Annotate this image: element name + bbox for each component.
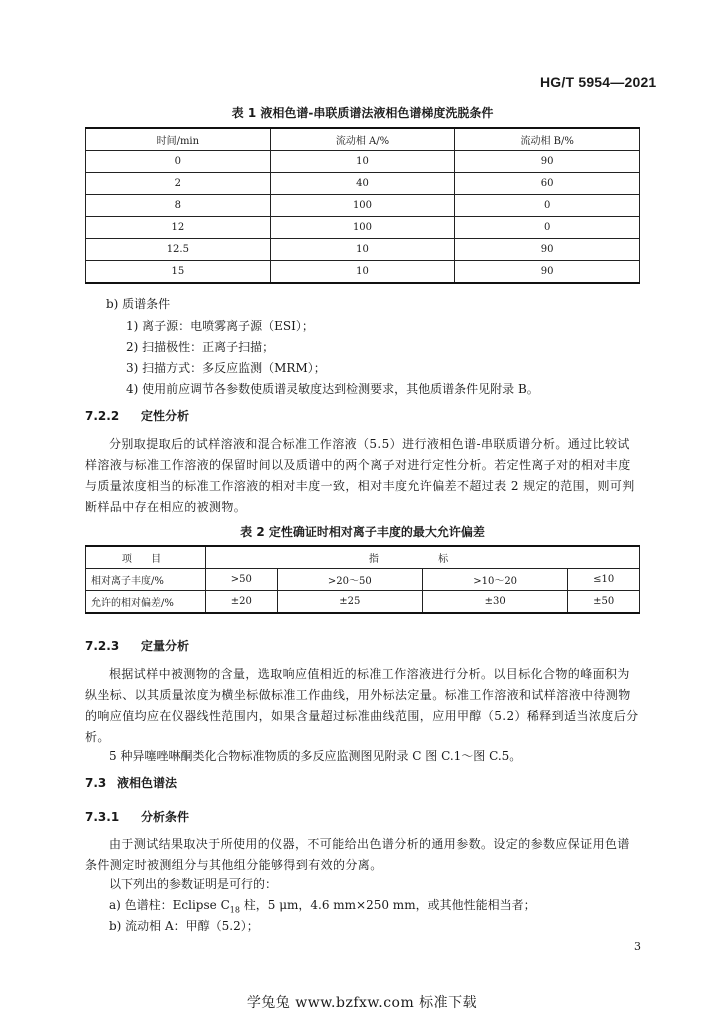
section-7-3-heading — [85, 774, 177, 791]
table-cell: ±30 — [422, 591, 567, 614]
table-cell: 100 — [270, 195, 455, 217]
list-item-mobile-phase: b) 流动相 A：甲醇（5.2）； — [109, 919, 259, 933]
table-cell: 90 — [455, 151, 640, 173]
table-cell: 0 — [455, 195, 640, 217]
column-subscript: 18 — [229, 905, 240, 915]
section-7-3-1-text: 由于测试结果取决于所使用的仪器，不可能给出色谱分析的通用参数。设定的参数应保证用色谱条件测定时被测组分与其他组分能够得到有效的分离。 — [85, 837, 630, 872]
table-cell: ≤10 — [568, 569, 640, 591]
table2-header-row — [86, 546, 640, 569]
section-7-3-1-text2: 以下列出的参数证明是可行的： — [109, 877, 278, 891]
table2-title: 表 2 定性确证时相对离子丰度的最大允许偏差 — [240, 525, 485, 539]
section-number: 7.3 — [85, 776, 107, 790]
table-cell: 100 — [270, 217, 455, 239]
section-number: 7.3.1 — [85, 810, 120, 824]
table-cell: 10 — [270, 239, 455, 261]
section-title: 定性分析 — [141, 409, 190, 423]
table-cell: 0 — [455, 217, 640, 239]
table-row-label: 相对离子丰度/% — [86, 569, 206, 591]
section-7-2-3-text: 根据试样中被测物的含量，选取响应值相近的标准工作溶液进行分析。以目标化合物的峰面积为纵坐标、以其质量浓度为横坐标做标准工作曲线，用外标法定量。标准工作溶液和试样溶液中待测物的响应值均应在仪器线性范围内，如果含量超过标准曲线范围，应用甲醇（5.2）稀释到适当浓度后分析。 — [85, 667, 639, 744]
table-row — [86, 261, 640, 284]
standard-code: HG/T 5954—2021 — [540, 74, 657, 90]
table1-col-time: 时间/min — [86, 128, 271, 151]
table-cell: 2 — [86, 173, 271, 195]
table-row — [86, 569, 640, 591]
table-cell: 90 — [455, 239, 640, 261]
table-cell: 15 — [86, 261, 271, 284]
section-title: 分析条件 — [141, 810, 190, 824]
section-7-2-3-heading — [85, 637, 189, 654]
section-7-3-1-heading — [85, 808, 189, 825]
table-row-label: 允许的相对偏差/% — [86, 591, 206, 614]
table-cell: ±50 — [568, 591, 640, 614]
table2-header-index: 指 标 — [206, 546, 640, 569]
table-cell: 0 — [86, 151, 271, 173]
table-cell: 60 — [455, 173, 640, 195]
table-cell: >20～50 — [277, 569, 422, 591]
column-text-rest: 柱，5 μm，4.6 mm×250 mm，或其他性能相当者； — [239, 898, 536, 912]
section-7-2-2-text: 分别取提取后的试样溶液和混合标准工作溶液（5.5）进行液相色谱-串联质谱分析。通过比较试样溶液与标准工作溶液的保留时间以及质谱中的两个离子对进行定性分析。若定性离子对的相对丰度与质量浓度相当的标准工作溶液的相对丰度一致，相对丰度允许偏差不超过表 2 规定的范围，则可判断样品中存在相应的被测物。 — [85, 437, 635, 514]
table-cell: 40 — [270, 173, 455, 195]
table1-col-b: 流动相 B/% — [455, 128, 640, 151]
section-title: 定量分析 — [141, 639, 190, 653]
table-cell: 12.5 — [86, 239, 271, 261]
table-cell: >50 — [206, 569, 278, 591]
table-row — [86, 239, 640, 261]
column-text: a) 色谱柱：Eclipse C — [109, 898, 230, 912]
table-cell: 8 — [86, 195, 271, 217]
table-row — [86, 591, 640, 614]
list-item: 1) 离子源：电喷雾离子源（ESI）； — [126, 319, 314, 333]
table-row — [86, 195, 640, 217]
section-7-2-3-text2: 5 种异噻唑啉酮类化合物标准物质的多反应监测图见附录 C 图 C.1～图 C.5。 — [109, 749, 522, 763]
table-cell: 90 — [455, 261, 640, 284]
section-title: 液相色谱法 — [117, 776, 178, 790]
table-row — [86, 173, 640, 195]
list-item: 3) 扫描方式：多反应监测（MRM）； — [126, 361, 326, 375]
section-number: 7.2.2 — [85, 409, 120, 423]
list-item: 4) 使用前应调节各参数使质谱灵敏度达到检测要求，其他质谱条件见附录 B。 — [126, 382, 539, 396]
table1-header-row — [86, 128, 640, 151]
table2 — [85, 545, 640, 614]
table1-title: 表 1 液相色谱-串联质谱法液相色谱梯度洗脱条件 — [231, 106, 494, 120]
table-cell: >10～20 — [422, 569, 567, 591]
table-cell: 12 — [86, 217, 271, 239]
table-cell: 10 — [270, 151, 455, 173]
table1-col-a: 流动相 A/% — [270, 128, 455, 151]
footer-watermark: 学兔兔 www.bzfxw.com 标准下载 — [246, 995, 478, 1011]
section-7-2-2-heading — [85, 407, 189, 424]
list-item: 2) 扫描极性：正离子扫描； — [126, 340, 275, 354]
table-row — [86, 151, 640, 173]
table2-header-item: 项 目 — [86, 546, 206, 569]
table-cell: ±20 — [206, 591, 278, 614]
table1 — [85, 127, 640, 284]
table-row — [86, 217, 640, 239]
ms-conditions-label: b) 质谱条件 — [106, 297, 171, 311]
page-number: 3 — [634, 940, 641, 953]
table-cell: ±25 — [277, 591, 422, 614]
section-number: 7.2.3 — [85, 639, 120, 653]
table-cell: 10 — [270, 261, 455, 284]
